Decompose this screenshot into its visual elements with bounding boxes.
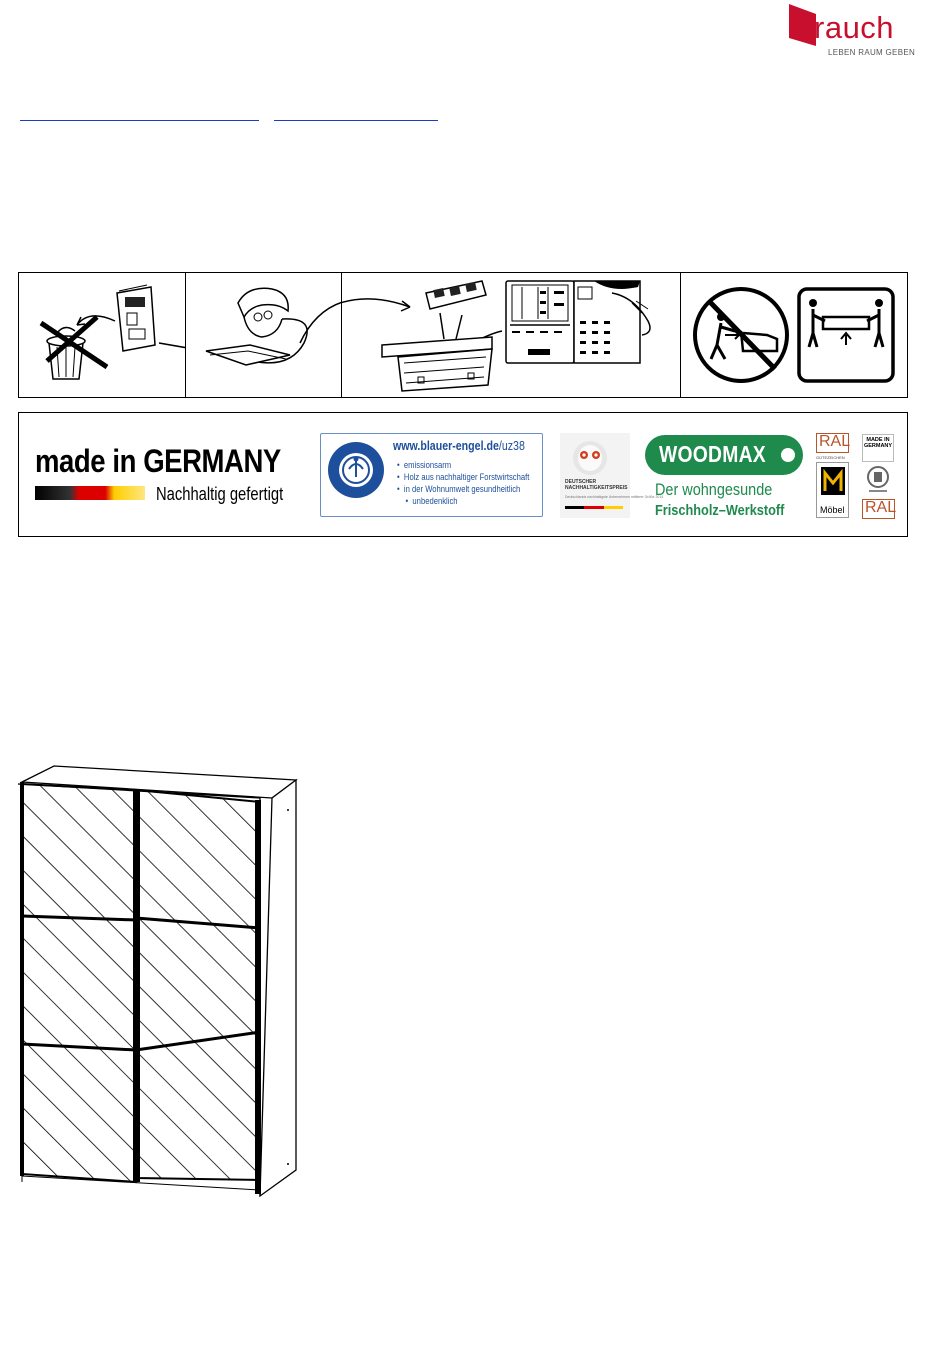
made-in-germany-small-badge <box>862 434 894 462</box>
ral-gutezeichen: GÜTEZEICHEN <box>816 455 845 460</box>
award-sculpture-icon <box>570 438 610 478</box>
header-link-2[interactable] <box>274 108 438 121</box>
no-discard-icon <box>19 273 186 397</box>
rauch-logo <box>786 2 916 60</box>
nachhaltigkeitspreis-badge <box>560 433 664 518</box>
list-item: • in der Wohnumwelt gesundheitlich <box>397 483 529 495</box>
mig-small-line1: MADE IN <box>866 437 890 443</box>
list-item: • unbedenklich <box>397 495 529 507</box>
woodmax-dot-icon <box>781 448 795 462</box>
mig-small-line2: GERMANY <box>863 443 893 449</box>
blauer-engel-bullets <box>397 459 553 507</box>
moebel-label: Möbel <box>820 505 845 515</box>
germany-flag-bar-icon <box>35 486 145 500</box>
logo-tagline: LEBEN RAUM GEBEN <box>828 48 916 57</box>
ral-label-top: RAL <box>816 433 849 453</box>
wardrobe-drawing <box>14 760 304 1205</box>
blauer-engel-url: www.blauer-engel.de/uz38 <box>393 439 525 453</box>
list-item: • emissionsarm <box>397 459 529 471</box>
instructions-strip <box>18 272 908 398</box>
made-in-germany-subtitle: Nachhaltig gefertigt <box>156 484 284 504</box>
woodmax-line2: Frischholz–Werkstoff <box>655 502 785 519</box>
blauer-engel-badge <box>320 433 543 517</box>
woodmax-line1: Der wohngesunde <box>655 480 773 499</box>
nachhaltigkeitspreis-subtitle: Deutschlands nachhaltigste Unternehmen mittlerer Größe 2014 <box>565 495 664 499</box>
list-item: • Holz aus nachhaltiger Forstwirtschaft <box>397 471 529 483</box>
certifications-strip <box>18 412 908 537</box>
no-drag-lift-icon <box>681 273 907 397</box>
nachhaltigkeitspreis-title: DEUTSCHER NACHHALTIGKEITSPREIS <box>565 479 628 491</box>
moebel-m-icon <box>821 467 845 495</box>
ral-label-bottom: RAL <box>862 499 895 519</box>
blauer-engel-seal-icon <box>327 441 385 499</box>
made-in-germany-title: made in GERMANY <box>35 443 281 479</box>
file-documents-icon <box>342 273 681 397</box>
germany-flag-bar-icon <box>565 506 623 509</box>
woodmax-name: WOODMAX <box>659 441 766 467</box>
read-manual-icon <box>186 273 342 397</box>
header-link-1[interactable] <box>20 108 259 121</box>
logo-wordmark: rauch <box>814 10 895 45</box>
moebel-badge <box>816 462 849 518</box>
woodmax-logo <box>645 435 803 475</box>
quality-seal-icon <box>865 465 891 495</box>
